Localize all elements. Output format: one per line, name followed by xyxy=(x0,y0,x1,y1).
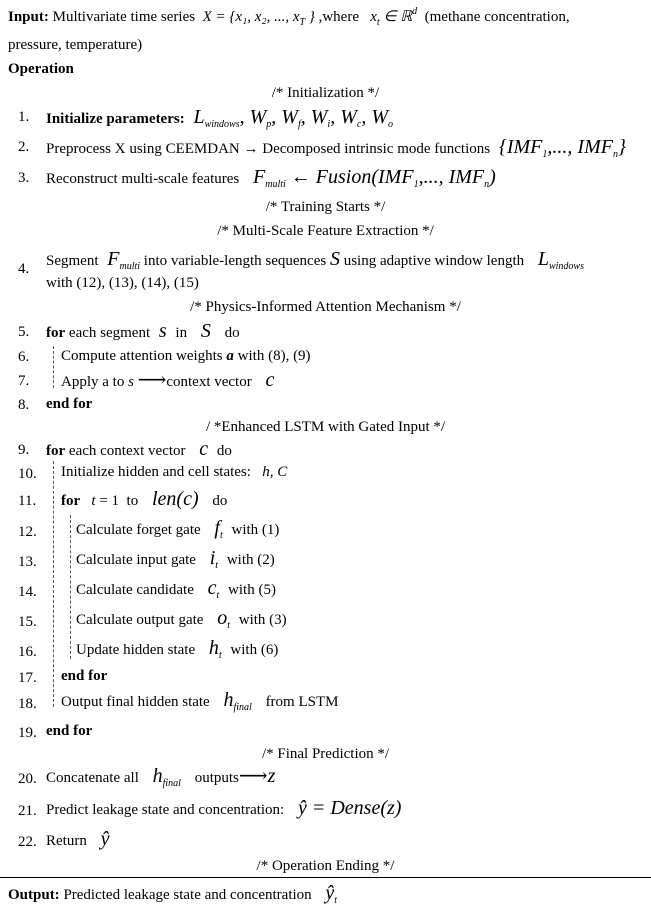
line-10 xyxy=(61,465,287,480)
line-text: from LSTM xyxy=(265,694,339,710)
t-var: t xyxy=(83,493,96,509)
len-math: len(c) xyxy=(141,488,209,510)
line-text: Update hidden state xyxy=(76,642,196,658)
line-number: 7. xyxy=(18,373,30,389)
keyword: for xyxy=(46,325,66,341)
yhat-eq: ŷ = Dense(z) xyxy=(287,797,402,819)
line-text: Preprocess X using CEEMDAN → Decomposed intrinsic mode functions xyxy=(46,141,491,157)
line-number: 19. xyxy=(18,725,37,741)
line-4 xyxy=(46,248,584,272)
line-text: Initialize parameters: xyxy=(46,111,185,127)
it-var: $i_t$ xyxy=(199,547,219,571)
line-text: Calculate input gate xyxy=(76,552,196,568)
line-number: 3. xyxy=(18,170,30,186)
line-text: Apply a to xyxy=(61,374,125,390)
line-14 xyxy=(76,577,276,601)
line-text: with (8), (9) xyxy=(237,348,311,364)
fmulti-math: $F_{multi}$ xyxy=(102,248,141,272)
line-18 xyxy=(61,689,339,713)
line-22 xyxy=(46,829,109,849)
yhat-t-var: $ŷ_t$ xyxy=(315,882,338,906)
line-text: Concatenate all xyxy=(46,770,139,786)
line-text: Reconstruct multi-scale features xyxy=(46,171,240,187)
input-line xyxy=(8,6,570,28)
line-5 xyxy=(46,321,240,341)
line-text: Initialize hidden and cell states: xyxy=(61,464,251,480)
line-21 xyxy=(46,798,401,818)
lwin-math: $L_{windows}$ xyxy=(527,248,584,272)
ot-var: $o_t$ xyxy=(207,607,230,631)
line-2 xyxy=(46,136,626,160)
yhat-var: ŷ xyxy=(90,828,110,850)
fusion-math: $F_{multi}$ ← $Fusion(IMF_1$,..., $IMF_n$) xyxy=(243,166,496,190)
a-var: a xyxy=(226,348,234,364)
line-19: end for xyxy=(46,723,93,739)
line-number: 9. xyxy=(18,442,30,458)
line-text: with (1) xyxy=(231,522,280,538)
line-number: 1. xyxy=(18,109,30,125)
line-3 xyxy=(46,166,496,190)
z-var: z xyxy=(267,765,276,787)
line-number: 17. xyxy=(18,670,37,686)
input-line-2: pressure, temperature) xyxy=(8,37,143,53)
line-text: do xyxy=(224,325,240,341)
output-label: Output: xyxy=(8,887,60,903)
ht-var: $h_t$ xyxy=(198,637,222,661)
line-number: 15. xyxy=(18,614,37,630)
line-text: outputs xyxy=(194,770,239,786)
line-text: Calculate candidate xyxy=(76,582,194,598)
line-text: into variable-length sequences xyxy=(143,253,327,269)
line-text: Segment xyxy=(46,253,99,269)
line-text: context vector xyxy=(166,374,252,390)
line-text: using adaptive window length xyxy=(343,253,525,269)
line-number: 12. xyxy=(18,524,37,540)
line-13 xyxy=(76,547,275,571)
params-math: $L_{windows}$, $W_p$, $W_f$, $W_i$, $W_c$, $W_o$ xyxy=(188,106,393,130)
output-text: Predicted leakage state and concentration xyxy=(63,887,312,903)
line-text: each context vector xyxy=(68,443,186,459)
line-1 xyxy=(46,106,393,130)
line-text: with (5) xyxy=(228,582,276,598)
line-text: Predict leakage state and concentration: xyxy=(46,802,285,818)
line-text: Output final hidden state xyxy=(61,694,210,710)
line-number: 13. xyxy=(18,554,37,570)
line-8: end for xyxy=(46,396,93,412)
line-number: 2. xyxy=(18,139,30,155)
imf-math: {$IMF_1$,..., $IMF_n$} xyxy=(493,136,626,160)
line-text: with (3) xyxy=(238,612,287,628)
comment-end: /* Operation Ending */ xyxy=(256,858,395,874)
block-guide-inner xyxy=(70,515,71,659)
keyword: for xyxy=(46,443,66,459)
hfinal-var: $h_{final}$ xyxy=(142,765,181,789)
line-text: in xyxy=(175,325,188,341)
ct-var: $c_t$ xyxy=(197,577,220,601)
block-guide xyxy=(53,461,54,707)
c-var: c xyxy=(189,438,214,460)
output-line xyxy=(8,882,338,906)
line-text: to xyxy=(126,493,139,509)
line-text: Return xyxy=(46,833,87,849)
hfinal-var: $h_{final}$ xyxy=(213,689,252,713)
s-var: s xyxy=(153,320,172,342)
line-9 xyxy=(46,439,232,459)
line-6 xyxy=(61,349,311,364)
line-text: Compute attention weights xyxy=(61,348,223,364)
comment-init: /* Initialization */ xyxy=(271,85,380,101)
line-number: 11. xyxy=(18,493,37,509)
input-math-x: X = {x₁, x₂, ..., $x_T$ } xyxy=(202,9,315,28)
line-text: do xyxy=(212,493,228,509)
operation-label: Operation xyxy=(8,61,74,77)
line-number: 4. xyxy=(18,261,30,277)
arrow-icon: ⟶ xyxy=(238,765,268,787)
line-16 xyxy=(76,637,279,661)
line-text: do xyxy=(216,443,232,459)
comment-msfe: /* Multi-Scale Feature Extraction */ xyxy=(217,223,434,239)
S-var: S xyxy=(190,320,221,342)
c-var: c xyxy=(255,369,275,391)
line-number: 21. xyxy=(18,803,37,819)
line-text: with (6) xyxy=(230,642,279,658)
input-where: ,where xyxy=(318,9,359,25)
line-7 xyxy=(61,370,274,390)
line-text: Calculate output gate xyxy=(76,612,204,628)
line-11: for t = 1 to len(c) do xyxy=(61,488,228,510)
line-number: 5. xyxy=(18,324,30,340)
line-text: Calculate forget gate xyxy=(76,522,201,538)
divider-rule xyxy=(0,877,651,878)
block-guide xyxy=(53,346,54,388)
line-number: 22. xyxy=(18,834,37,850)
input-math-xt: $x_t$ ∈ ℝ$^d$ xyxy=(370,6,418,28)
input-text: Multivariate time series xyxy=(52,9,196,25)
line-4-cont: with (12), (13), (14), (15) xyxy=(46,275,199,291)
comment-lstm: / *Enhanced LSTM with Gated Input */ xyxy=(205,419,446,435)
line-17: end for xyxy=(61,668,108,684)
line-number: 16. xyxy=(18,644,37,660)
comment-piam: /* Physics-Informed Attention Mechanism */ xyxy=(190,299,461,315)
line-number: 18. xyxy=(18,696,37,712)
line-text: each segment xyxy=(68,325,151,341)
input-paren: (methane concentration, xyxy=(424,9,570,25)
line-number: 20. xyxy=(18,771,37,787)
comment-final: /* Final Prediction */ xyxy=(261,746,390,762)
line-number: 14. xyxy=(18,584,37,600)
s-var: s xyxy=(128,374,134,390)
line-number: 10. xyxy=(18,466,37,482)
line-number: 6. xyxy=(18,349,30,365)
s-math: S xyxy=(329,248,340,270)
line-20 xyxy=(46,765,276,789)
line-text: with (2) xyxy=(226,552,275,568)
comment-train: /* Training Starts */ xyxy=(265,199,386,215)
hc-var: h, C xyxy=(254,464,288,480)
input-label: Input: xyxy=(8,9,49,25)
line-15 xyxy=(76,607,287,631)
keyword: for xyxy=(61,493,81,509)
arrow-icon: ⟶ xyxy=(137,369,167,391)
line-12 xyxy=(76,517,280,541)
ft-var: $f_t$ xyxy=(204,517,223,541)
line-number: 8. xyxy=(18,397,30,413)
